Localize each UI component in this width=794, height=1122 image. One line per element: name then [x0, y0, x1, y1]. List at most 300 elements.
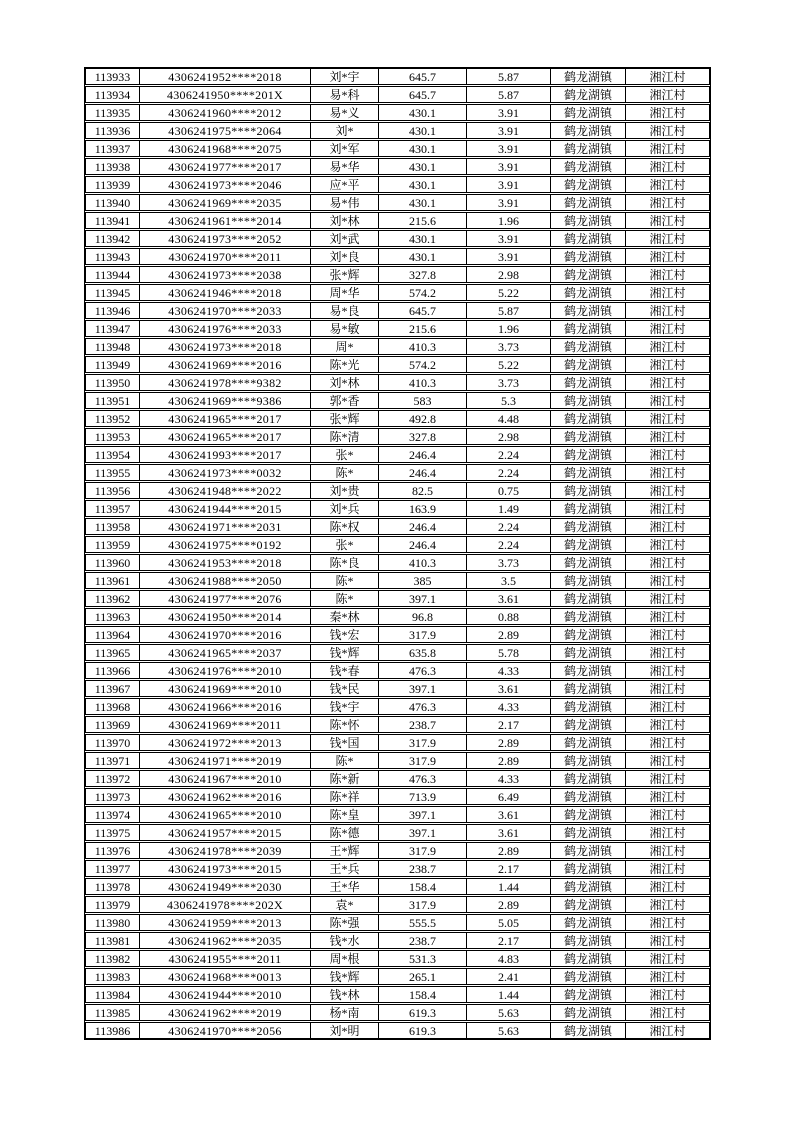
serial-no-cell: 113961: [94, 573, 131, 588]
village-cell: 湘江村: [625, 789, 709, 804]
village-cell: 湘江村: [625, 933, 709, 948]
amount-cell: 410.3: [378, 555, 466, 570]
rate-cell: 3.91: [466, 105, 550, 120]
table-row: [85, 1004, 710, 1021]
rate-cell: 3.91: [466, 159, 550, 174]
village-cell: 湘江村: [625, 357, 709, 372]
masked-name-cell: 钱*辉: [310, 969, 378, 984]
table-row: [85, 392, 710, 409]
masked-name-cell: 钱*辉: [310, 645, 378, 660]
table-row: [85, 824, 710, 841]
table-row: [85, 464, 710, 481]
masked-id-cell: 4306241971****2019: [139, 753, 310, 768]
masked-name-cell: 刘*: [310, 123, 378, 138]
village-cell: 湘江村: [625, 447, 709, 462]
serial-no-cell: 113970: [94, 735, 131, 750]
town-cell: 鹤龙湖镇: [550, 141, 625, 156]
village-cell: 湘江村: [625, 249, 709, 264]
town-cell: 鹤龙湖镇: [550, 933, 625, 948]
masked-id-cell: 4306241973****2052: [139, 231, 310, 246]
serial-no-cell: 113941: [94, 213, 131, 228]
masked-id-cell: 4306241969****2010: [139, 681, 310, 696]
amount-cell: 215.6: [378, 321, 466, 336]
masked-name-cell: 刘*林: [310, 375, 378, 390]
rate-cell: 2.89: [466, 897, 550, 912]
masked-name-cell: 陈*强: [310, 915, 378, 930]
masked-name-cell: 张*: [310, 537, 378, 552]
town-cell: 鹤龙湖镇: [550, 969, 625, 984]
serial-no-cell: 113946: [94, 303, 131, 318]
table-row: [85, 158, 710, 175]
masked-name-cell: 郭*香: [310, 393, 378, 408]
town-cell: 鹤龙湖镇: [550, 231, 625, 246]
serial-no-cell: 113934: [94, 87, 131, 102]
amount-cell: 265.1: [378, 969, 466, 984]
masked-id-cell: 4306241976****2010: [139, 663, 310, 678]
masked-id-cell: 4306241969****2016: [139, 357, 310, 372]
town-cell: 鹤龙湖镇: [550, 699, 625, 714]
serial-no-cell: 113933: [94, 69, 131, 84]
table-row: [85, 428, 710, 445]
village-cell: 湘江村: [625, 69, 709, 84]
town-cell: 鹤龙湖镇: [550, 285, 625, 300]
village-cell: 湘江村: [625, 609, 709, 624]
masked-id-cell: 4306241944****2015: [139, 501, 310, 516]
masked-id-cell: 4306241965****2017: [139, 411, 310, 426]
rate-cell: 2.24: [466, 519, 550, 534]
serial-no-cell: 113952: [94, 411, 131, 426]
town-cell: 鹤龙湖镇: [550, 627, 625, 642]
amount-cell: 397.1: [378, 681, 466, 696]
table-row: [85, 842, 710, 859]
masked-name-cell: 刘*贵: [310, 483, 378, 498]
town-cell: 鹤龙湖镇: [550, 537, 625, 552]
rate-cell: 2.24: [466, 465, 550, 480]
town-cell: 鹤龙湖镇: [550, 843, 625, 858]
masked-name-cell: 王*辉: [310, 843, 378, 858]
town-cell: 鹤龙湖镇: [550, 213, 625, 228]
masked-id-cell: 4306241973****2018: [139, 339, 310, 354]
masked-name-cell: 应*平: [310, 177, 378, 192]
table-row: [85, 878, 710, 895]
rate-cell: 3.5: [466, 573, 550, 588]
amount-cell: 555.5: [378, 915, 466, 930]
masked-id-cell: 4306241962****2016: [139, 789, 310, 804]
town-cell: 鹤龙湖镇: [550, 735, 625, 750]
table-row: [85, 266, 710, 283]
masked-id-cell: 4306241968****2075: [139, 141, 310, 156]
serial-no-cell: 113944: [94, 267, 131, 282]
village-cell: 湘江村: [625, 807, 709, 822]
masked-name-cell: 刘*军: [310, 141, 378, 156]
rate-cell: 3.61: [466, 807, 550, 822]
table-row: [85, 896, 710, 913]
amount-cell: 215.6: [378, 213, 466, 228]
table-row: [85, 698, 710, 715]
serial-no-cell: 113956: [94, 483, 131, 498]
serial-no-cell: 113954: [94, 447, 131, 462]
masked-id-cell: 4306241973****0032: [139, 465, 310, 480]
amount-cell: 397.1: [378, 591, 466, 606]
masked-name-cell: 易*敏: [310, 321, 378, 336]
masked-name-cell: 张*辉: [310, 267, 378, 282]
rate-cell: 5.22: [466, 285, 550, 300]
serial-no-cell: 113962: [94, 591, 131, 606]
masked-id-cell: 4306241969****2035: [139, 195, 310, 210]
masked-name-cell: 钱*国: [310, 735, 378, 750]
rate-cell: 4.83: [466, 951, 550, 966]
rate-cell: 1.44: [466, 987, 550, 1002]
table-row: [85, 770, 710, 787]
amount-cell: 158.4: [378, 879, 466, 894]
masked-name-cell: 陈*怀: [310, 717, 378, 732]
table-row: [85, 248, 710, 265]
table-row: [85, 968, 710, 985]
rate-cell: 1.44: [466, 879, 550, 894]
town-cell: 鹤龙湖镇: [550, 555, 625, 570]
amount-cell: 476.3: [378, 771, 466, 786]
masked-name-cell: 钱*林: [310, 987, 378, 1002]
village-cell: 湘江村: [625, 1005, 709, 1020]
masked-id-cell: 4306241973****2038: [139, 267, 310, 282]
serial-no-cell: 113973: [94, 789, 131, 804]
village-cell: 湘江村: [625, 843, 709, 858]
rate-cell: 1.49: [466, 501, 550, 516]
masked-name-cell: 陈*祥: [310, 789, 378, 804]
masked-name-cell: 刘*林: [310, 213, 378, 228]
village-cell: 湘江村: [625, 825, 709, 840]
town-cell: 鹤龙湖镇: [550, 987, 625, 1002]
serial-no-cell: 113940: [94, 195, 131, 210]
rate-cell: 2.41: [466, 969, 550, 984]
town-cell: 鹤龙湖镇: [550, 645, 625, 660]
village-cell: 湘江村: [625, 267, 709, 282]
rate-cell: 1.96: [466, 213, 550, 228]
rate-cell: 3.61: [466, 681, 550, 696]
serial-no-cell: 113935: [94, 105, 131, 120]
village-cell: 湘江村: [625, 987, 709, 1002]
table-row: [85, 950, 710, 967]
table-row: [85, 518, 710, 535]
serial-no-cell: 113942: [94, 231, 131, 246]
serial-no-cell: 113984: [94, 987, 131, 1002]
masked-id-cell: 4306241949****2030: [139, 879, 310, 894]
table-row: [85, 302, 710, 319]
amount-cell: 430.1: [378, 177, 466, 192]
rate-cell: 2.98: [466, 429, 550, 444]
village-cell: 湘江村: [625, 717, 709, 732]
masked-name-cell: 易*华: [310, 159, 378, 174]
serial-no-cell: 113958: [94, 519, 131, 534]
rate-cell: 3.91: [466, 195, 550, 210]
masked-id-cell: 4306241972****2013: [139, 735, 310, 750]
masked-name-cell: 张*辉: [310, 411, 378, 426]
rate-cell: 3.61: [466, 591, 550, 606]
village-cell: 湘江村: [625, 501, 709, 516]
serial-no-cell: 113951: [94, 393, 131, 408]
village-cell: 湘江村: [625, 897, 709, 912]
town-cell: 鹤龙湖镇: [550, 1005, 625, 1020]
village-cell: 湘江村: [625, 861, 709, 876]
village-cell: 湘江村: [625, 645, 709, 660]
village-cell: 湘江村: [625, 753, 709, 768]
serial-no-cell: 113971: [94, 753, 131, 768]
village-cell: 湘江村: [625, 123, 709, 138]
masked-name-cell: 陈*皇: [310, 807, 378, 822]
rate-cell: 3.91: [466, 141, 550, 156]
rate-cell: 3.91: [466, 123, 550, 138]
village-cell: 湘江村: [625, 231, 709, 246]
table-row: [85, 320, 710, 337]
table-row: [85, 104, 710, 121]
masked-name-cell: 钱*水: [310, 933, 378, 948]
masked-id-cell: 4306241973****2015: [139, 861, 310, 876]
masked-id-cell: 4306241993****2017: [139, 447, 310, 462]
village-cell: 湘江村: [625, 465, 709, 480]
village-cell: 湘江村: [625, 321, 709, 336]
table-row: [85, 680, 710, 697]
amount-cell: 476.3: [378, 699, 466, 714]
masked-id-cell: 4306241946****2018: [139, 285, 310, 300]
amount-cell: 410.3: [378, 375, 466, 390]
amount-cell: 430.1: [378, 249, 466, 264]
table-row: [85, 860, 710, 877]
table-row: [85, 284, 710, 301]
table-row: [85, 806, 710, 823]
rate-cell: 3.91: [466, 177, 550, 192]
masked-id-cell: 4306241957****2015: [139, 825, 310, 840]
village-cell: 湘江村: [625, 1023, 709, 1038]
rate-cell: 2.17: [466, 933, 550, 948]
village-cell: 湘江村: [625, 591, 709, 606]
rate-cell: 2.17: [466, 861, 550, 876]
masked-id-cell: 4306241965****2017: [139, 429, 310, 444]
town-cell: 鹤龙湖镇: [550, 177, 625, 192]
serial-no-cell: 113936: [94, 123, 131, 138]
amount-cell: 583: [378, 393, 466, 408]
rate-cell: 5.05: [466, 915, 550, 930]
rate-cell: 2.17: [466, 717, 550, 732]
town-cell: 鹤龙湖镇: [550, 573, 625, 588]
table-row: [85, 752, 710, 769]
masked-id-cell: 4306241965****2037: [139, 645, 310, 660]
masked-id-cell: 4306241969****9386: [139, 393, 310, 408]
town-cell: 鹤龙湖镇: [550, 501, 625, 516]
masked-id-cell: 4306241950****2014: [139, 609, 310, 624]
serial-no-cell: 113939: [94, 177, 131, 192]
masked-id-cell: 4306241960****2012: [139, 105, 310, 120]
village-cell: 湘江村: [625, 105, 709, 120]
serial-no-cell: 113983: [94, 969, 131, 984]
town-cell: 鹤龙湖镇: [550, 789, 625, 804]
village-cell: 湘江村: [625, 303, 709, 318]
masked-id-cell: 4306241967****2010: [139, 771, 310, 786]
masked-name-cell: 陈*: [310, 465, 378, 480]
rate-cell: 2.24: [466, 447, 550, 462]
village-cell: 湘江村: [625, 771, 709, 786]
rate-cell: 5.63: [466, 1023, 550, 1038]
amount-cell: 317.9: [378, 897, 466, 912]
amount-cell: 317.9: [378, 627, 466, 642]
masked-id-cell: 4306241948****2022: [139, 483, 310, 498]
amount-cell: 476.3: [378, 663, 466, 678]
masked-name-cell: 易*伟: [310, 195, 378, 210]
masked-id-cell: 4306241944****2010: [139, 987, 310, 1002]
serial-no-cell: 113948: [94, 339, 131, 354]
rate-cell: 5.78: [466, 645, 550, 660]
masked-name-cell: 杨*南: [310, 1005, 378, 1020]
amount-cell: 619.3: [378, 1005, 466, 1020]
masked-name-cell: 陈*: [310, 591, 378, 606]
village-cell: 湘江村: [625, 195, 709, 210]
rate-cell: 2.89: [466, 753, 550, 768]
table-row: [85, 590, 710, 607]
table-row: [85, 536, 710, 553]
village-cell: 湘江村: [625, 537, 709, 552]
rate-cell: 0.75: [466, 483, 550, 498]
beneficiary-table: [84, 67, 711, 1040]
town-cell: 鹤龙湖镇: [550, 87, 625, 102]
town-cell: 鹤龙湖镇: [550, 357, 625, 372]
village-cell: 湘江村: [625, 519, 709, 534]
town-cell: 鹤龙湖镇: [550, 771, 625, 786]
amount-cell: 82.5: [378, 483, 466, 498]
village-cell: 湘江村: [625, 339, 709, 354]
masked-name-cell: 易*良: [310, 303, 378, 318]
village-cell: 湘江村: [625, 375, 709, 390]
masked-name-cell: 钱*春: [310, 663, 378, 678]
amount-cell: 430.1: [378, 123, 466, 138]
masked-name-cell: 钱*宏: [310, 627, 378, 642]
table-row: [85, 626, 710, 643]
amount-cell: 96.8: [378, 609, 466, 624]
village-cell: 湘江村: [625, 735, 709, 750]
town-cell: 鹤龙湖镇: [550, 123, 625, 138]
table-row: [85, 932, 710, 949]
rate-cell: 2.89: [466, 843, 550, 858]
masked-name-cell: 易*科: [310, 87, 378, 102]
masked-id-cell: 4306241966****2016: [139, 699, 310, 714]
town-cell: 鹤龙湖镇: [550, 897, 625, 912]
serial-no-cell: 113979: [94, 897, 131, 912]
rate-cell: 0.88: [466, 609, 550, 624]
town-cell: 鹤龙湖镇: [550, 321, 625, 336]
masked-id-cell: 4306241970****2011: [139, 249, 310, 264]
village-cell: 湘江村: [625, 915, 709, 930]
village-cell: 湘江村: [625, 87, 709, 102]
village-cell: 湘江村: [625, 429, 709, 444]
amount-cell: 327.8: [378, 267, 466, 282]
rate-cell: 4.33: [466, 663, 550, 678]
town-cell: 鹤龙湖镇: [550, 303, 625, 318]
table-row: [85, 734, 710, 751]
village-cell: 湘江村: [625, 663, 709, 678]
table-row: [85, 788, 710, 805]
serial-no-cell: 113960: [94, 555, 131, 570]
town-cell: 鹤龙湖镇: [550, 339, 625, 354]
table-row: [85, 716, 710, 733]
masked-id-cell: 4306241973****2046: [139, 177, 310, 192]
serial-no-cell: 113964: [94, 627, 131, 642]
village-cell: 湘江村: [625, 699, 709, 714]
table-row: [85, 338, 710, 355]
town-cell: 鹤龙湖镇: [550, 1023, 625, 1038]
town-cell: 鹤龙湖镇: [550, 69, 625, 84]
amount-cell: 238.7: [378, 933, 466, 948]
serial-no-cell: 113949: [94, 357, 131, 372]
amount-cell: 645.7: [378, 69, 466, 84]
table-row: [85, 122, 710, 139]
masked-name-cell: 刘*武: [310, 231, 378, 246]
masked-name-cell: 陈*光: [310, 357, 378, 372]
amount-cell: 246.4: [378, 519, 466, 534]
masked-id-cell: 4306241971****2031: [139, 519, 310, 534]
amount-cell: 410.3: [378, 339, 466, 354]
serial-no-cell: 113943: [94, 249, 131, 264]
village-cell: 湘江村: [625, 411, 709, 426]
table-row: [85, 410, 710, 427]
town-cell: 鹤龙湖镇: [550, 483, 625, 498]
masked-name-cell: 刘*明: [310, 1023, 378, 1038]
table-row: [85, 212, 710, 229]
amount-cell: 713.9: [378, 789, 466, 804]
masked-name-cell: 陈*: [310, 573, 378, 588]
masked-name-cell: 周*: [310, 339, 378, 354]
table-row: [85, 194, 710, 211]
rate-cell: 3.73: [466, 375, 550, 390]
masked-id-cell: 4306241961****2014: [139, 213, 310, 228]
rate-cell: 3.91: [466, 249, 550, 264]
town-cell: 鹤龙湖镇: [550, 753, 625, 768]
serial-no-cell: 113975: [94, 825, 131, 840]
serial-no-cell: 113972: [94, 771, 131, 786]
town-cell: 鹤龙湖镇: [550, 861, 625, 876]
masked-id-cell: 4306241969****2011: [139, 717, 310, 732]
masked-id-cell: 4306241968****0013: [139, 969, 310, 984]
town-cell: 鹤龙湖镇: [550, 807, 625, 822]
serial-no-cell: 113985: [94, 1005, 131, 1020]
masked-id-cell: 4306241978****2039: [139, 843, 310, 858]
masked-id-cell: 4306241975****0192: [139, 537, 310, 552]
table-row: [85, 176, 710, 193]
rate-cell: 2.24: [466, 537, 550, 552]
rate-cell: 5.87: [466, 69, 550, 84]
rate-cell: 3.61: [466, 825, 550, 840]
amount-cell: 397.1: [378, 807, 466, 822]
village-cell: 湘江村: [625, 969, 709, 984]
table-row: [85, 1022, 710, 1039]
table-row: [85, 914, 710, 931]
masked-id-cell: 4306241978****9382: [139, 375, 310, 390]
amount-cell: 430.1: [378, 159, 466, 174]
town-cell: 鹤龙湖镇: [550, 717, 625, 732]
town-cell: 鹤龙湖镇: [550, 825, 625, 840]
serial-no-cell: 113955: [94, 465, 131, 480]
table-row: [85, 230, 710, 247]
serial-no-cell: 113977: [94, 861, 131, 876]
masked-id-cell: 4306241977****2017: [139, 159, 310, 174]
masked-id-cell: 4306241975****2064: [139, 123, 310, 138]
amount-cell: 430.1: [378, 231, 466, 246]
rate-cell: 3.91: [466, 231, 550, 246]
masked-id-cell: 4306241950****201X: [139, 87, 310, 102]
serial-no-cell: 113947: [94, 321, 131, 336]
amount-cell: 531.3: [378, 951, 466, 966]
village-cell: 湘江村: [625, 483, 709, 498]
rate-cell: 6.49: [466, 789, 550, 804]
masked-name-cell: 陈*: [310, 753, 378, 768]
town-cell: 鹤龙湖镇: [550, 447, 625, 462]
